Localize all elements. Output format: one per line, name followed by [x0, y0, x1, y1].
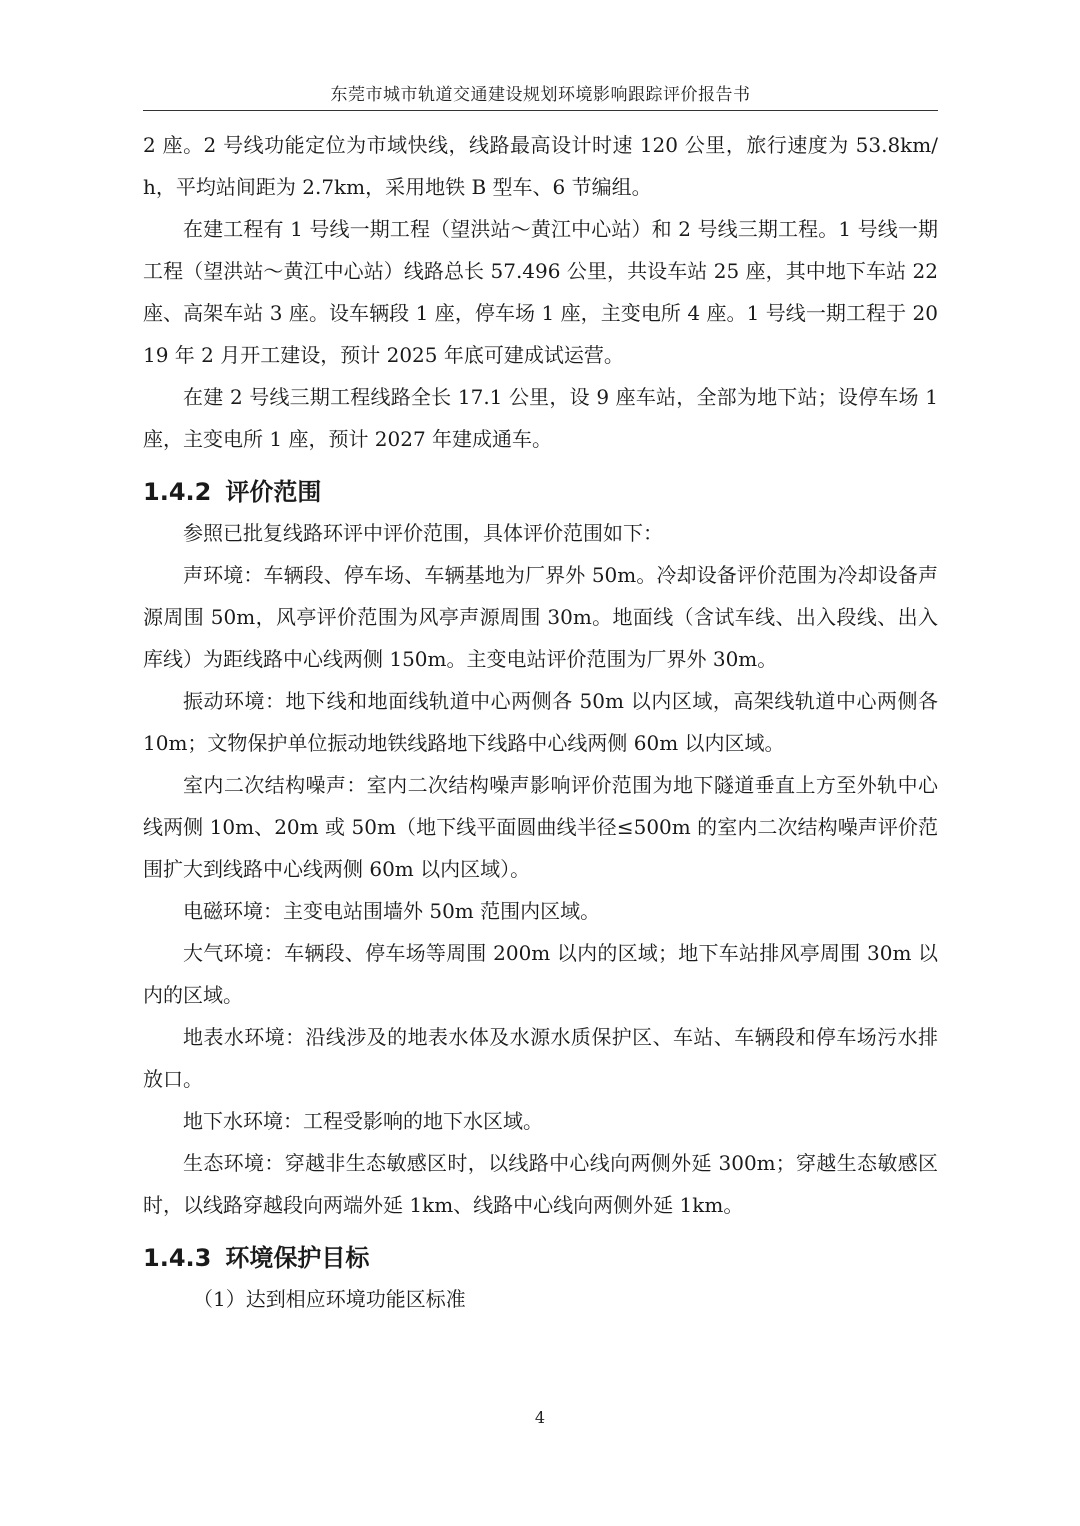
section-number: 1.4.3 [143, 1244, 212, 1272]
paragraph-continuation: 2 座。2 号线功能定位为市域快线，线路最高设计时速 120 公里，旅行速度为 53.8km/h，平均站间距为 2.7km，采用地铁 B 型车、6 节编组。 [143, 133, 938, 199]
paragraph-surface-water: 地表水环境：沿线涉及的地表水体及水源水质保护区、车站、车辆段和停车场污水排放口。 [143, 1025, 938, 1091]
paragraph-structure-noise: 室内二次结构噪声：室内二次结构噪声影响评价范围为地下隧道垂直上方至外轨中心线两侧 10m、20m 或 50m（地下线平面圆曲线半径≤500m 的室内二次结构噪声评价范围扩大到线路中心线两侧 60m 以内区域）。 [143, 773, 938, 881]
running-header: 东莞市城市轨道交通建设规划环境影响跟踪评价报告书 [330, 85, 751, 105]
paragraph-under-construction: 在建工程有 1 号线一期工程（望洪站～黄江中心站）和 2 号线三期工程。1 号线一期工程（望洪站～黄江中心站）线路总长 57.496 公里，共设车站 25 座，其中地下车站 22 座、高架车站 3 座。设车辆段 1 座，停车场 1 座，主变电所 4 座。1 号线一期工程于 2019 年 2 月开工建设，预计 2025 年底可建成试运营。 [143, 217, 938, 367]
section-title: 环境保护目标 [225, 1244, 370, 1272]
page-body [143, 124, 938, 1320]
section-heading-1-4-3 [143, 1238, 938, 1278]
paragraph-ecology: 生态环境：穿越非生态敏感区时，以线路中心线向两侧外延 300m；穿越生态敏感区时，以线路穿越段向两端外延 1km、线路中心线向两侧外延 1km。 [143, 1151, 938, 1217]
list-item: （1）达到相应环境功能区标准 [193, 1287, 466, 1311]
section-title: 评价范围 [225, 478, 322, 506]
paragraph-vibration: 振动环境：地下线和地面线轨道中心两侧各 50m 以内区域，高架线轨道中心两侧各 10m；文物保护单位振动地铁线路地下线路中心线两侧 60m 以内区域。 [143, 689, 938, 755]
section-heading-1-4-2 [143, 472, 938, 512]
paragraph-electromagnetic: 电磁环境：主变电站围墙外 50m 范围内区域。 [183, 899, 601, 923]
header-rule [143, 110, 938, 111]
paragraph-groundwater: 地下水环境：工程受影响的地下水区域。 [183, 1109, 543, 1133]
section-number: 1.4.2 [143, 478, 212, 506]
paragraph-atmosphere: 大气环境：车辆段、停车场等周围 200m 以内的区域；地下车站排风亭周围 30m 以内的区域。 [143, 941, 938, 1007]
paragraph-intro: 参照已批复线路环评中评价范围，具体评价范围如下： [183, 521, 663, 545]
page-number: 4 [534, 1408, 546, 1427]
paragraph-acoustic: 声环境：车辆段、停车场、车辆基地为厂界外 50m。冷却设备评价范围为冷却设备声源周围 50m，风亭评价范围为风亭声源周围 30m。地面线（含试车线、出入段线、出入库线）为距线路中心线两侧 150m。主变电站评价范围为厂界外 30m。 [143, 563, 938, 671]
paragraph-line2-phase3: 在建 2 号线三期工程线路全长 17.1 公里，设 9 座车站，全部为地下站；设停车场 1 座，主变电所 1 座，预计 2027 年建成通车。 [143, 385, 938, 451]
